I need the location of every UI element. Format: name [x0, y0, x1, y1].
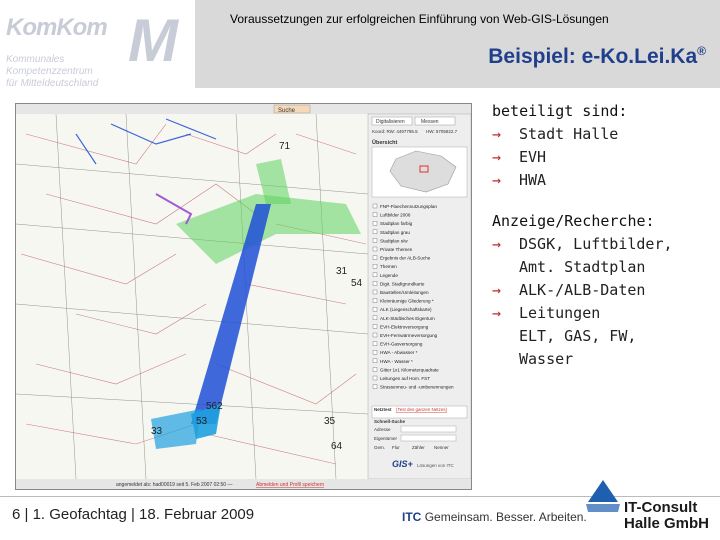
owner-input[interactable] — [401, 435, 456, 441]
footer-slide-info: 6 | 1. Geofachtag | 18. Februar 2009 — [12, 506, 255, 523]
list-item-text — [519, 233, 673, 279]
logo-line-1: Kommunales — [6, 54, 65, 65]
search-field-gem: Gem. — [374, 445, 386, 450]
arrow-icon: → — [492, 235, 502, 253]
layer-label: Gitter 1x1 Kilometerquadrate — [380, 367, 439, 373]
address-input[interactable] — [401, 426, 456, 432]
coord-rw: Koord: RW: 4497795.5 — [372, 129, 418, 134]
list-item-text: ALK-/ALB-Daten — [519, 281, 646, 299]
parcel-71: 71 — [279, 141, 291, 152]
layer-checkbox[interactable] — [373, 324, 377, 328]
list-line: ELT, GAS, FW, — [519, 327, 637, 345]
search-field-address: Adresse — [374, 427, 391, 432]
layer-label: EVH-Gasversorgung — [380, 341, 423, 347]
layer-checkbox[interactable] — [373, 238, 377, 242]
layer-label: Stadtplan s/w — [380, 238, 408, 244]
parcel-64: 64 — [331, 441, 343, 452]
list-item-text: Stadt Halle — [519, 125, 619, 143]
layer-checkbox[interactable] — [373, 281, 377, 285]
itc-brand: ITC — [402, 510, 422, 524]
webgis-map — [16, 104, 471, 489]
list-item — [492, 123, 717, 146]
list-item — [492, 302, 717, 371]
webgis-screenshot — [15, 103, 472, 490]
list-line: DSGK, Luftbilder, — [519, 235, 673, 253]
layer-label: ALK-Städtisches Eigentum — [380, 315, 435, 321]
measure-label: Messen — [421, 119, 439, 125]
parcel-54: 54 — [351, 278, 363, 289]
layer-label: EVH-Fernwärmeversorgung — [380, 333, 438, 338]
layer-checkbox[interactable] — [373, 273, 377, 277]
layer-checkbox[interactable] — [373, 299, 377, 303]
layer-label: Stadtplan farbig — [380, 221, 413, 227]
layer-label: Legende — [380, 272, 398, 278]
layer-checkbox[interactable] — [373, 264, 377, 268]
layer-checkbox[interactable] — [373, 359, 377, 363]
layer-checkbox[interactable] — [373, 376, 377, 380]
arrow-icon: → — [492, 125, 502, 143]
search-tab-label: Suche — [278, 108, 296, 114]
parcel-53: 53 — [196, 416, 208, 427]
layer-checkbox[interactable] — [373, 367, 377, 371]
layer-label: Themen — [380, 264, 397, 270]
layer-label: Ergebnis der ALB-Suche — [380, 255, 431, 261]
list-item — [492, 279, 717, 302]
list-item — [492, 233, 717, 279]
parcel-35: 35 — [324, 416, 336, 427]
layer-label: Luftbilder 2006 — [380, 212, 411, 218]
arrow-icon: → — [492, 148, 502, 166]
itc-tagline — [402, 510, 587, 524]
layer-checkbox[interactable] — [373, 316, 377, 320]
layer-label: HWA - Wasser * — [380, 358, 413, 364]
layer-checkbox[interactable] — [373, 307, 377, 311]
netztest-link[interactable]: (Test des ganzen Netzes) — [396, 407, 448, 412]
search-field-zaehler: Zähler — [412, 445, 425, 450]
list-item-text: HWA — [519, 171, 547, 189]
list-line: Leitungen — [519, 304, 601, 322]
layer-label: Kleinräumige Gliederung * — [380, 298, 434, 304]
layer-checkbox[interactable] — [373, 204, 377, 208]
layer-checkbox[interactable] — [373, 221, 377, 225]
netztest-label: Netztest — [374, 407, 392, 412]
komkom-logo — [0, 0, 195, 100]
quick-search-label: Schnell-Suche — [374, 419, 406, 424]
pre-title: Voraussetzungen zur erfolgreichen Einführung von Web-GIS-Lösungen — [230, 12, 609, 26]
search-field-owner: Eigentümer — [374, 436, 398, 441]
gis-brand: GIS+ — [392, 459, 413, 469]
list-line: Amt. Stadtplan — [519, 258, 646, 276]
overview-label: Übersicht — [372, 140, 398, 146]
layer-checkbox[interactable] — [373, 350, 377, 354]
parcel-562: 562 — [206, 401, 223, 412]
logo-line-2: Kompetenzzentrum — [6, 66, 93, 77]
title-text: Beispiel: e-Ko.Lei.Ka — [488, 45, 698, 68]
itc-slogan: Gemeinsam. Besser. Arbeiten. — [424, 510, 587, 524]
layer-checkbox[interactable] — [373, 333, 377, 337]
arrow-icon: → — [492, 171, 502, 189]
list-item-text — [519, 302, 636, 371]
layer-label: ALK (Liegenschaftskarte) — [380, 307, 432, 313]
layer-checkbox[interactable] — [373, 213, 377, 217]
layer-checkbox[interactable] — [373, 290, 377, 294]
logo-line-3: für Mitteldeutschland — [6, 78, 99, 89]
list-item — [492, 169, 717, 192]
display-heading: Anzeige/Recherche: — [492, 212, 655, 230]
company-line-1: IT-Consult — [624, 499, 698, 516]
layer-label: EVH-Elektroversorgung — [380, 324, 429, 330]
login-status: angemeldet als: had00019 seit 5. Feb 2007 02:50 — — [116, 482, 233, 488]
triangle-logo-icon — [588, 480, 618, 502]
layer-label: Baustellen/Umleitungen — [380, 290, 429, 295]
list-item-text: EVH — [519, 148, 547, 166]
gis-sub: Lösungen von ITC — [417, 463, 454, 468]
registered-mark: ® — [697, 44, 706, 58]
parcel-31: 31 — [336, 266, 348, 277]
layer-label: Digit. Stadtgrundkarte — [380, 281, 425, 287]
parcel-33: 33 — [151, 426, 163, 437]
digitize-label: Digitalisieren — [376, 119, 405, 125]
list-item — [492, 146, 717, 169]
layer-checkbox[interactable] — [373, 230, 377, 234]
search-field-flur: Flur — [392, 445, 400, 450]
logo-name: KomKom — [6, 14, 107, 41]
company-name — [624, 500, 709, 532]
logo-m: M — [128, 7, 178, 74]
arrow-icon: → — [492, 304, 502, 322]
layer-label: Private Themen — [380, 247, 413, 252]
layer-label: Leitungen auf Hom. FST — [380, 376, 431, 381]
arrow-icon: → — [492, 281, 502, 299]
involved-heading: beteiligt sind: — [492, 102, 628, 120]
layer-label: Strassenneu- und -umbenennungen — [380, 384, 454, 390]
layer-checkbox[interactable] — [373, 247, 377, 251]
slide-title — [488, 44, 706, 69]
bullet-panel — [492, 100, 717, 371]
layer-label: FNP-Flaechennutzungsplan — [380, 204, 437, 209]
layer-checkbox[interactable] — [373, 385, 377, 389]
company-line-2: Halle GmbH — [624, 515, 710, 532]
coord-hw: HW: 5705822.7 — [426, 129, 458, 134]
logout-link[interactable]: Abmelden und Profil speichern — [256, 482, 325, 488]
layer-label: HWA - Abwasser * — [380, 350, 418, 356]
layer-checkbox[interactable] — [373, 256, 377, 260]
list-line: Wasser — [519, 350, 574, 368]
layer-label: Stadtplan grau — [380, 229, 410, 235]
search-field-nenner: Nenner — [434, 445, 449, 450]
layer-checkbox[interactable] — [373, 342, 377, 346]
